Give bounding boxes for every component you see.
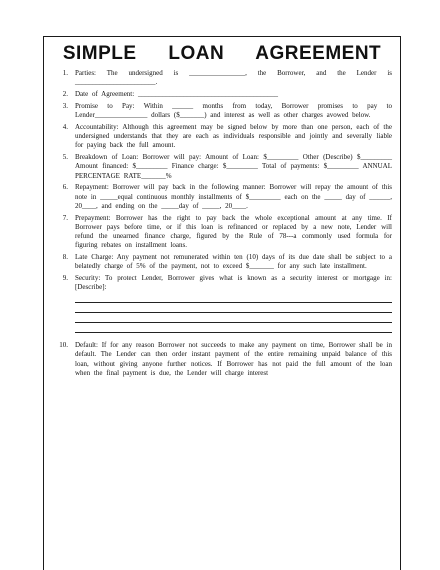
clause-text: Repayment: Borrower will pay back in the following manner: Borrower will repay the amount of this note in _____equal continuous monthly installments of $_________ each on the _____ day of ______, 20____, and ending on the _____day of _____, 20____.	[75, 183, 392, 210]
clause-text	[75, 274, 392, 339]
clause-text: Parties: The undersigned is ________________, the Borrower, and the Lender is _______________________.	[75, 69, 392, 87]
clause-text: Default: If for any reason Borrower not succeeds to make any payment on time, Borrower shall be in default. The Lender can then order instant payment of the entire remaining unpaid balance of this loan, without giving anyone further notices. If Borrower has not paid the full amount of the loan when the final payment is due, the Lender will charge interest	[75, 341, 392, 377]
document-frame	[43, 36, 401, 570]
clause-number: 5.	[62, 152, 68, 161]
clause-text: Prepayment: Borrower has the right to pay back the whole exceptional amount at any time. If Borrower pays before time, or if this loan is refinanced or replaced by a new note, Lender will refund the unearned finance charge, figured by the Rule of 78---a commonly used formula for figuring rebates on installment loans.	[75, 213, 392, 250]
clause-10-default	[52, 341, 392, 378]
clause-6-repayment	[52, 183, 392, 211]
clause-7-prepayment	[52, 214, 392, 251]
clause-9-security	[52, 274, 392, 339]
clause-number: 8.	[62, 253, 68, 262]
document-title: SIMPLE LOAN AGREEMENT	[62, 43, 382, 64]
clause-text: Late Charge: Any payment not remunerated within ten (10) days of its due date shall be subject to a belatedly charge of 5% of the payment, not to exceed $_______ for any such late installment.	[75, 253, 392, 271]
clause-number: 6.	[62, 183, 68, 192]
clause-number: 7.	[62, 213, 68, 222]
security-text: Security: To protect Lender, Borrower gives what is known as a security interest or mortgage in: [Describe]:	[75, 274, 392, 292]
security-description-line	[75, 293, 392, 303]
clause-number: 10.	[59, 341, 68, 350]
clause-number: 9.	[62, 274, 68, 283]
security-description-line	[75, 303, 392, 313]
clause-4-accountability	[52, 123, 392, 151]
clause-1-parties	[52, 69, 392, 88]
clause-8-late-charge	[52, 253, 392, 272]
security-description-line	[75, 323, 392, 333]
clause-number: 1.	[62, 69, 68, 77]
clause-text: Breakdown of Loan: Borrower will pay: Amount of Loan: $_________ Other (Describe) $_________ Amount financed: $_________ Finance charge: $_________ Total of payments: $_________ ANNUAL PERCENTAGE RATE_______%	[75, 152, 392, 180]
clause-number: 2.	[62, 89, 68, 98]
clause-number: 3.	[62, 101, 68, 110]
clause-text: Accountability: Although this agreement may be signed below by more than one person, each of the undersigned understands that they are each as individuals responsible and jointly and severally liable for paying back the full amount.	[75, 122, 392, 150]
clause-5-breakdown	[52, 153, 392, 181]
clause-3-promise-to-pay	[52, 102, 392, 121]
clause-2-date	[52, 90, 392, 99]
clause-number: 4.	[62, 122, 68, 131]
clause-text: Promise to Pay: Within ______ months from today, Borrower promises to pay to Lender_______________ dollars ($_______) and interest as well as other charges avowed below.	[75, 101, 392, 119]
document-body	[52, 69, 392, 381]
clause-text: Date of Agreement: ________________________________________	[75, 89, 278, 98]
security-description-line	[75, 313, 392, 323]
